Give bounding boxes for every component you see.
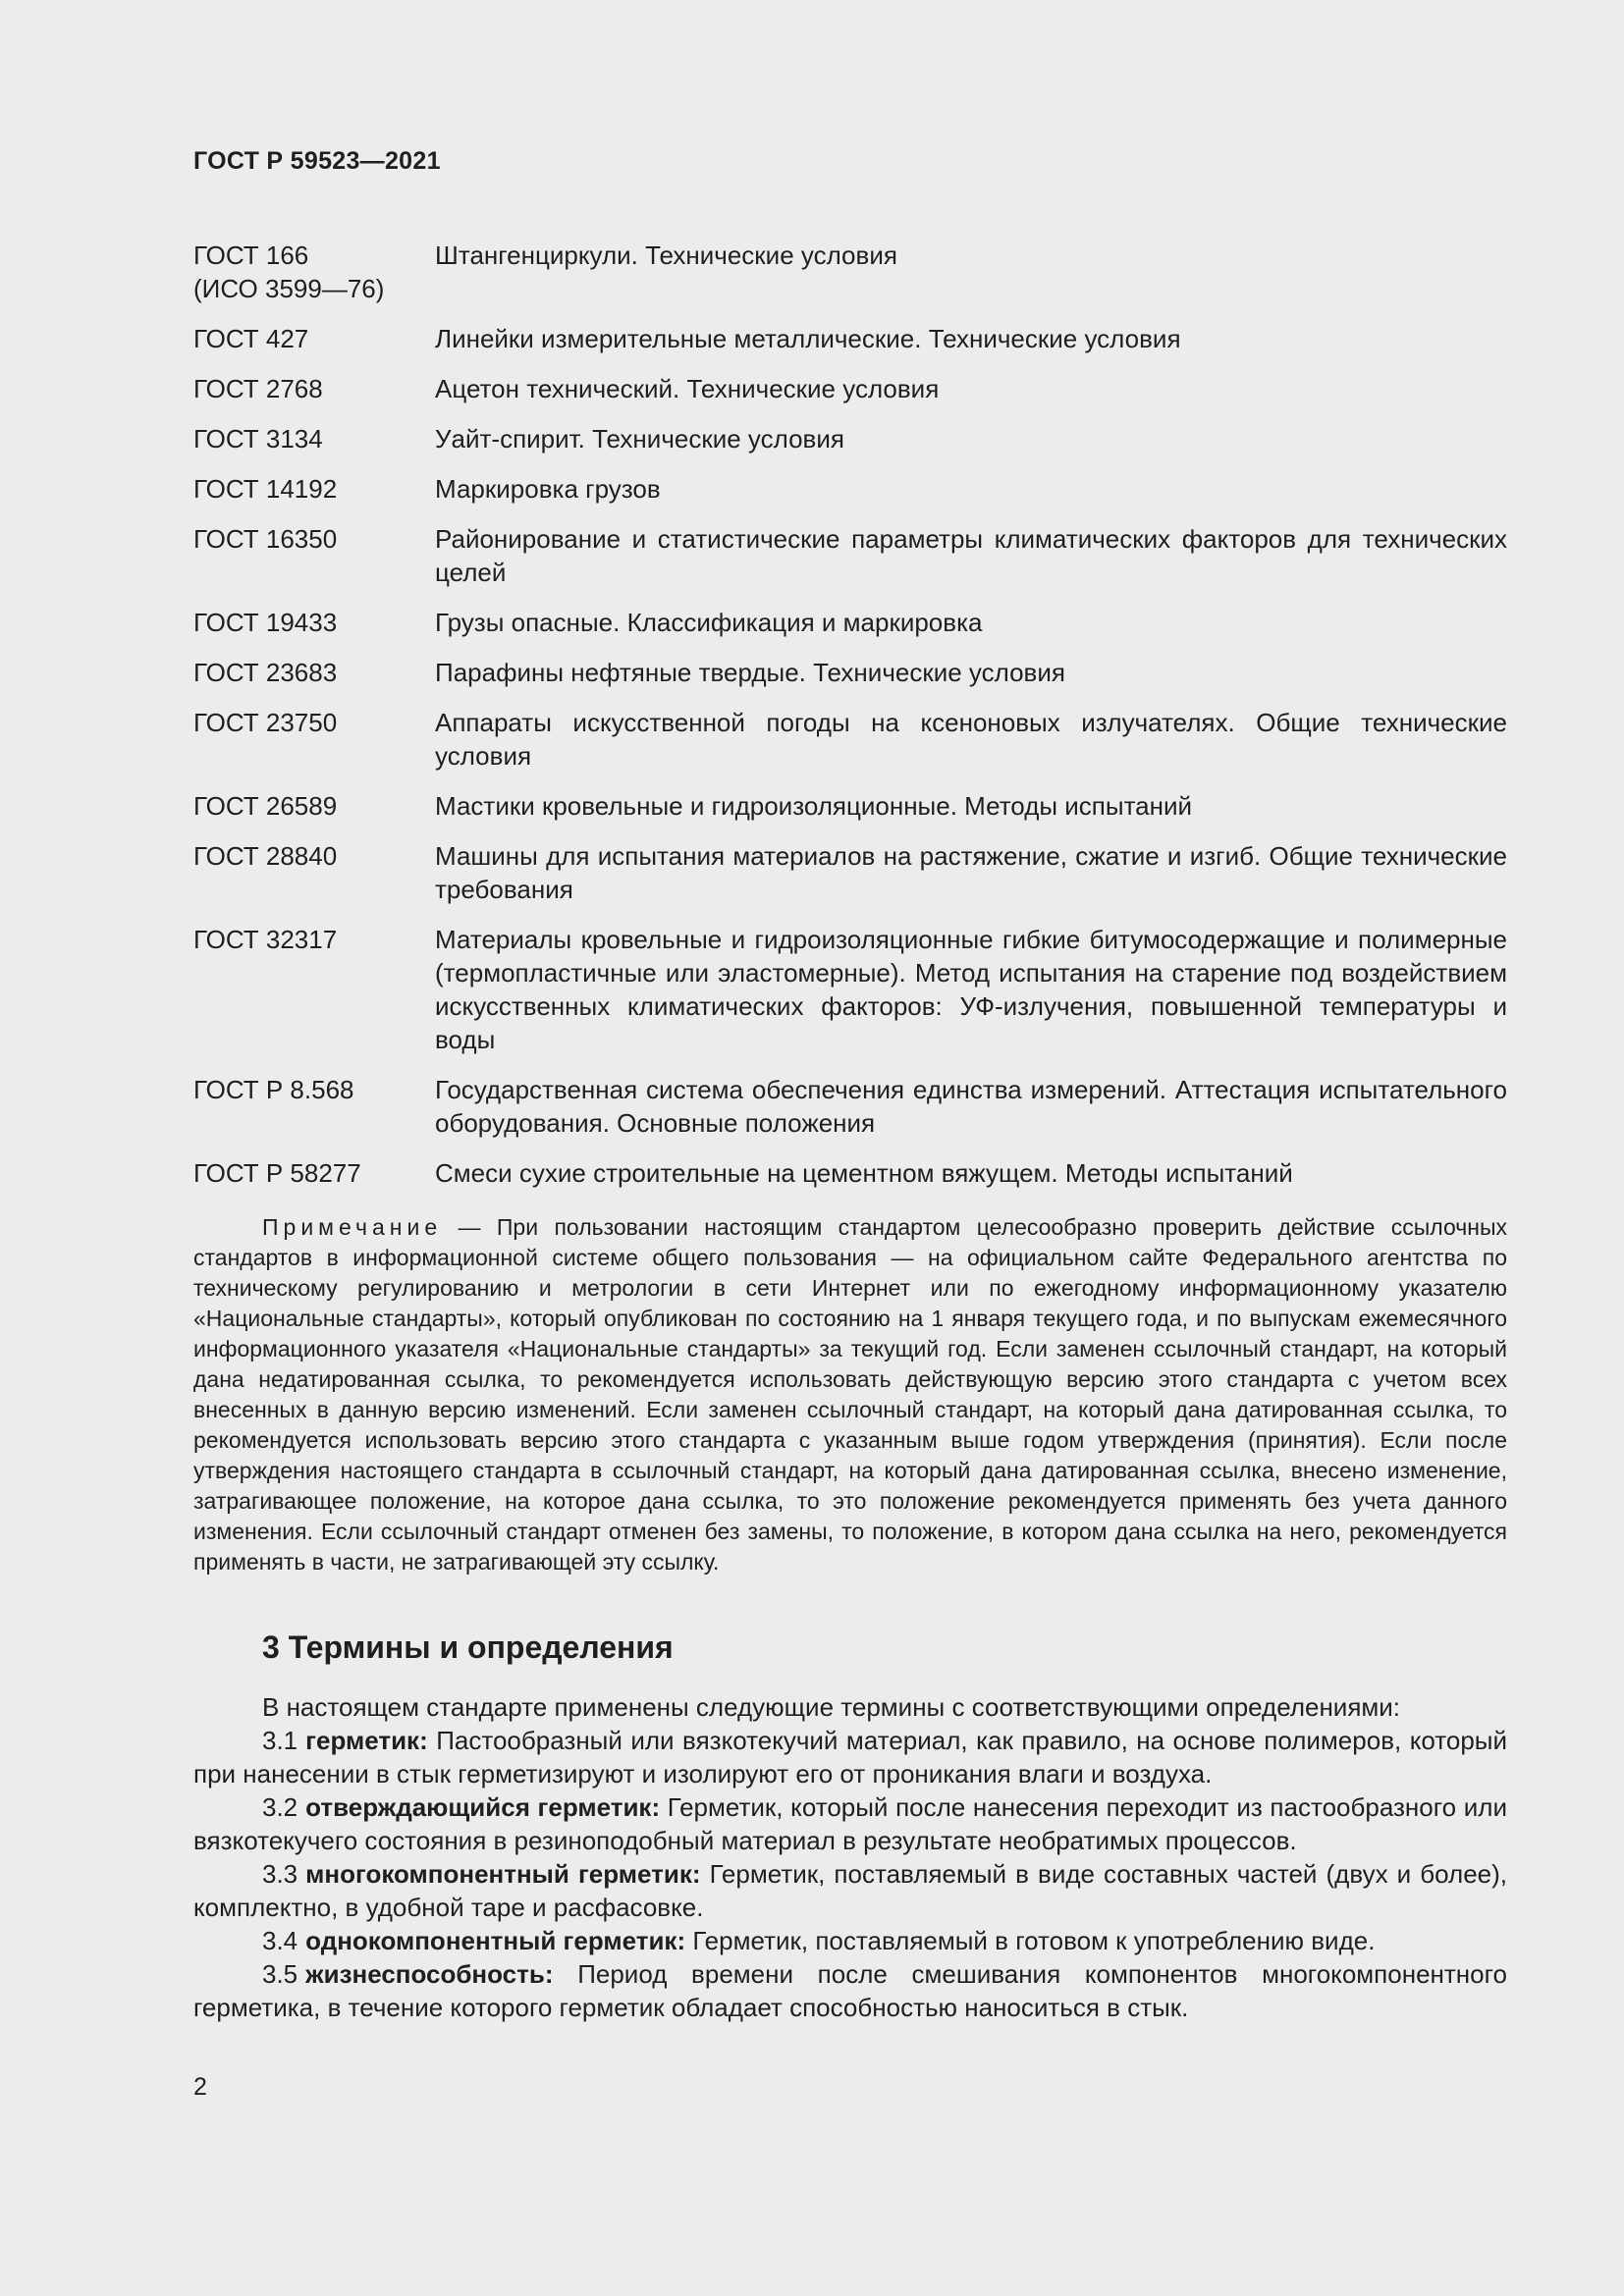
term-definition: Герметик, который после нанесения переходит из пастообразного или вязкотекучего состояния в резиноподобный материал в результате необратимых процессов.	[193, 1792, 1507, 1855]
reference-title: Парафины нефтяные твердые. Технические условия	[435, 658, 1065, 687]
reference-title: Государственная система обеспечения единства измерений. Аттестация испытательного оборудования. Основные положения	[435, 1075, 1507, 1138]
reference-code: ГОСТ 26589	[193, 791, 338, 821]
terms-list	[193, 1690, 1507, 2024]
term-number: 3.4	[262, 1926, 298, 1955]
reference-row	[193, 522, 1507, 589]
reference-title: Машины для испытания материалов на растяжение, сжатие и изгиб. Общие технические требования	[435, 841, 1507, 904]
reference-row	[193, 789, 1507, 823]
term-number: 3.1	[262, 1726, 298, 1755]
term-entry	[193, 1790, 1507, 1857]
reference-title: Мастики кровельные и гидроизоляционные. Методы испытаний	[435, 791, 1193, 821]
reference-code: ГОСТ 28840	[193, 841, 338, 871]
term-word: отверждающийся герметик:	[305, 1792, 661, 1822]
term-definition: Пастообразный или вязкотекучий материал, как правило, на основе полимеров, который при нанесении в стык герметизируют и изолируют его от проникания влаги и воздуха.	[193, 1726, 1507, 1789]
term-definition: Период времени после смешивания компонентов многокомпонентного герметика, в течение которого герметик обладает способностью наноситься в стык.	[193, 1959, 1507, 2022]
reference-title: Районирование и статистические параметры климатических факторов для технических целей	[435, 524, 1507, 587]
term-word: однокомпонентный герметик:	[305, 1926, 686, 1955]
page-number: 2	[193, 2073, 207, 2101]
reference-code: ГОСТ 32317	[193, 925, 338, 954]
reference-row	[193, 1073, 1507, 1140]
reference-row	[193, 923, 1507, 1056]
reference-title: Материалы кровельные и гидроизоляционные гибкие битумосодержащие и полимерные (термопластичные или эластомерные). Метод испытания на старение под воздействием искусственных климатических факторов: УФ-излучения, повышенной температуры и воды	[435, 925, 1507, 1054]
reference-code: ГОСТ 23683	[193, 658, 338, 687]
reference-code-main: ГОСТ 166	[193, 240, 309, 270]
term-number: 3.5	[262, 1959, 298, 1989]
reference-title: Аппараты искусственной погоды на ксеноновых излучателях. Общие технические условия	[435, 708, 1507, 771]
reference-row	[193, 656, 1507, 689]
reference-row	[193, 422, 1507, 455]
normative-references-list	[193, 239, 1507, 1206]
reference-code	[193, 239, 435, 305]
reference-code-extra: (ИСО 3599—76)	[193, 274, 385, 303]
term-word: многокомпонентный герметик:	[305, 1859, 701, 1889]
note-text: — При пользовании настоящим стандартом целесообразно проверить действие ссылочных стандартов в информационной системе общего пользования — на официальном сайте Федерального агентства по техническому регулированию и метрологии в сети Интернет или по ежегодному информационному указателю «Национальные стандарты», который опубликован по состоянию на 1 января текущего года, и по выпускам ежемесячного информационного указателя «Национальные стандарты» за текущий год. Если заменен ссылочный стандарт, на который дана недатированная ссылка, то рекомендуется использовать действующую версию этого стандарта с учетом всех внесенных в данную версию изменений. Если заменен ссылочный стандарт, на который дана датированная ссылка, то рекомендуется использовать версию этого стандарта с указанным выше годом утверждения (принятия). Если после утверждения настоящего стандарта в ссылочный стандарт, на который дана датированная ссылка, внесено изменение, затрагивающее положение, на которое дана ссылка, то это положение рекомендуется применять без учета данного изменения. Если ссылочный стандарт отменен без замены, то положение, в котором дана ссылка на него, рекомендуется применять в части, не затрагивающей эту ссылку.	[193, 1214, 1507, 1575]
reference-row	[193, 322, 1507, 355]
reference-row	[193, 372, 1507, 405]
reference-title: Грузы опасные. Классификация и маркировка	[435, 608, 983, 637]
term-word: жизнеспособность:	[305, 1959, 554, 1989]
term-number: 3.2	[262, 1792, 298, 1822]
reference-code: ГОСТ 427	[193, 324, 309, 353]
reference-row	[193, 239, 1507, 305]
document-header: ГОСТ Р 59523—2021	[193, 147, 441, 175]
reference-title: Линейки измерительные металлические. Технические условия	[435, 324, 1181, 353]
term-entry	[193, 1724, 1507, 1790]
reference-code: ГОСТ Р 58277	[193, 1158, 361, 1188]
reference-title: Штангенциркули. Технические условия	[435, 240, 897, 270]
term-entry	[193, 1957, 1507, 2024]
reference-title: Смеси сухие строительные на цементном вяжущем. Методы испытаний	[435, 1158, 1293, 1188]
reference-code: ГОСТ Р 8.568	[193, 1075, 354, 1104]
reference-title: Уайт-спирит. Технические условия	[435, 424, 844, 454]
reference-code: ГОСТ 16350	[193, 524, 338, 554]
reference-row	[193, 839, 1507, 906]
reference-row	[193, 706, 1507, 773]
reference-code: ГОСТ 23750	[193, 708, 338, 737]
note-label: Примечание	[262, 1214, 443, 1240]
reference-code: ГОСТ 14192	[193, 474, 338, 504]
reference-title: Маркировка грузов	[435, 474, 661, 504]
term-number: 3.3	[262, 1859, 298, 1889]
reference-row	[193, 472, 1507, 506]
term-definition: Герметик, поставляемый в готовом к употреблению виде.	[692, 1926, 1376, 1955]
note-paragraph	[193, 1212, 1507, 1577]
term-word: герметик:	[305, 1726, 428, 1755]
term-definition: Герметик, поставляемый в виде составных частей (двух и более), комплектно, в удобной таре и расфасовке.	[193, 1859, 1507, 1922]
reference-title: Ацетон технический. Технические условия	[435, 374, 940, 403]
reference-code: ГОСТ 2768	[193, 374, 323, 403]
reference-code: ГОСТ 3134	[193, 424, 323, 454]
reference-code: ГОСТ 19433	[193, 608, 338, 637]
terms-intro: В настоящем стандарте применены следующие термины с соответствующими определениями:	[262, 1692, 1401, 1722]
reference-row	[193, 606, 1507, 639]
reference-row	[193, 1156, 1507, 1190]
section-title: 3 Термины и определения	[262, 1629, 674, 1665]
term-entry	[193, 1924, 1507, 1957]
term-entry	[193, 1857, 1507, 1924]
